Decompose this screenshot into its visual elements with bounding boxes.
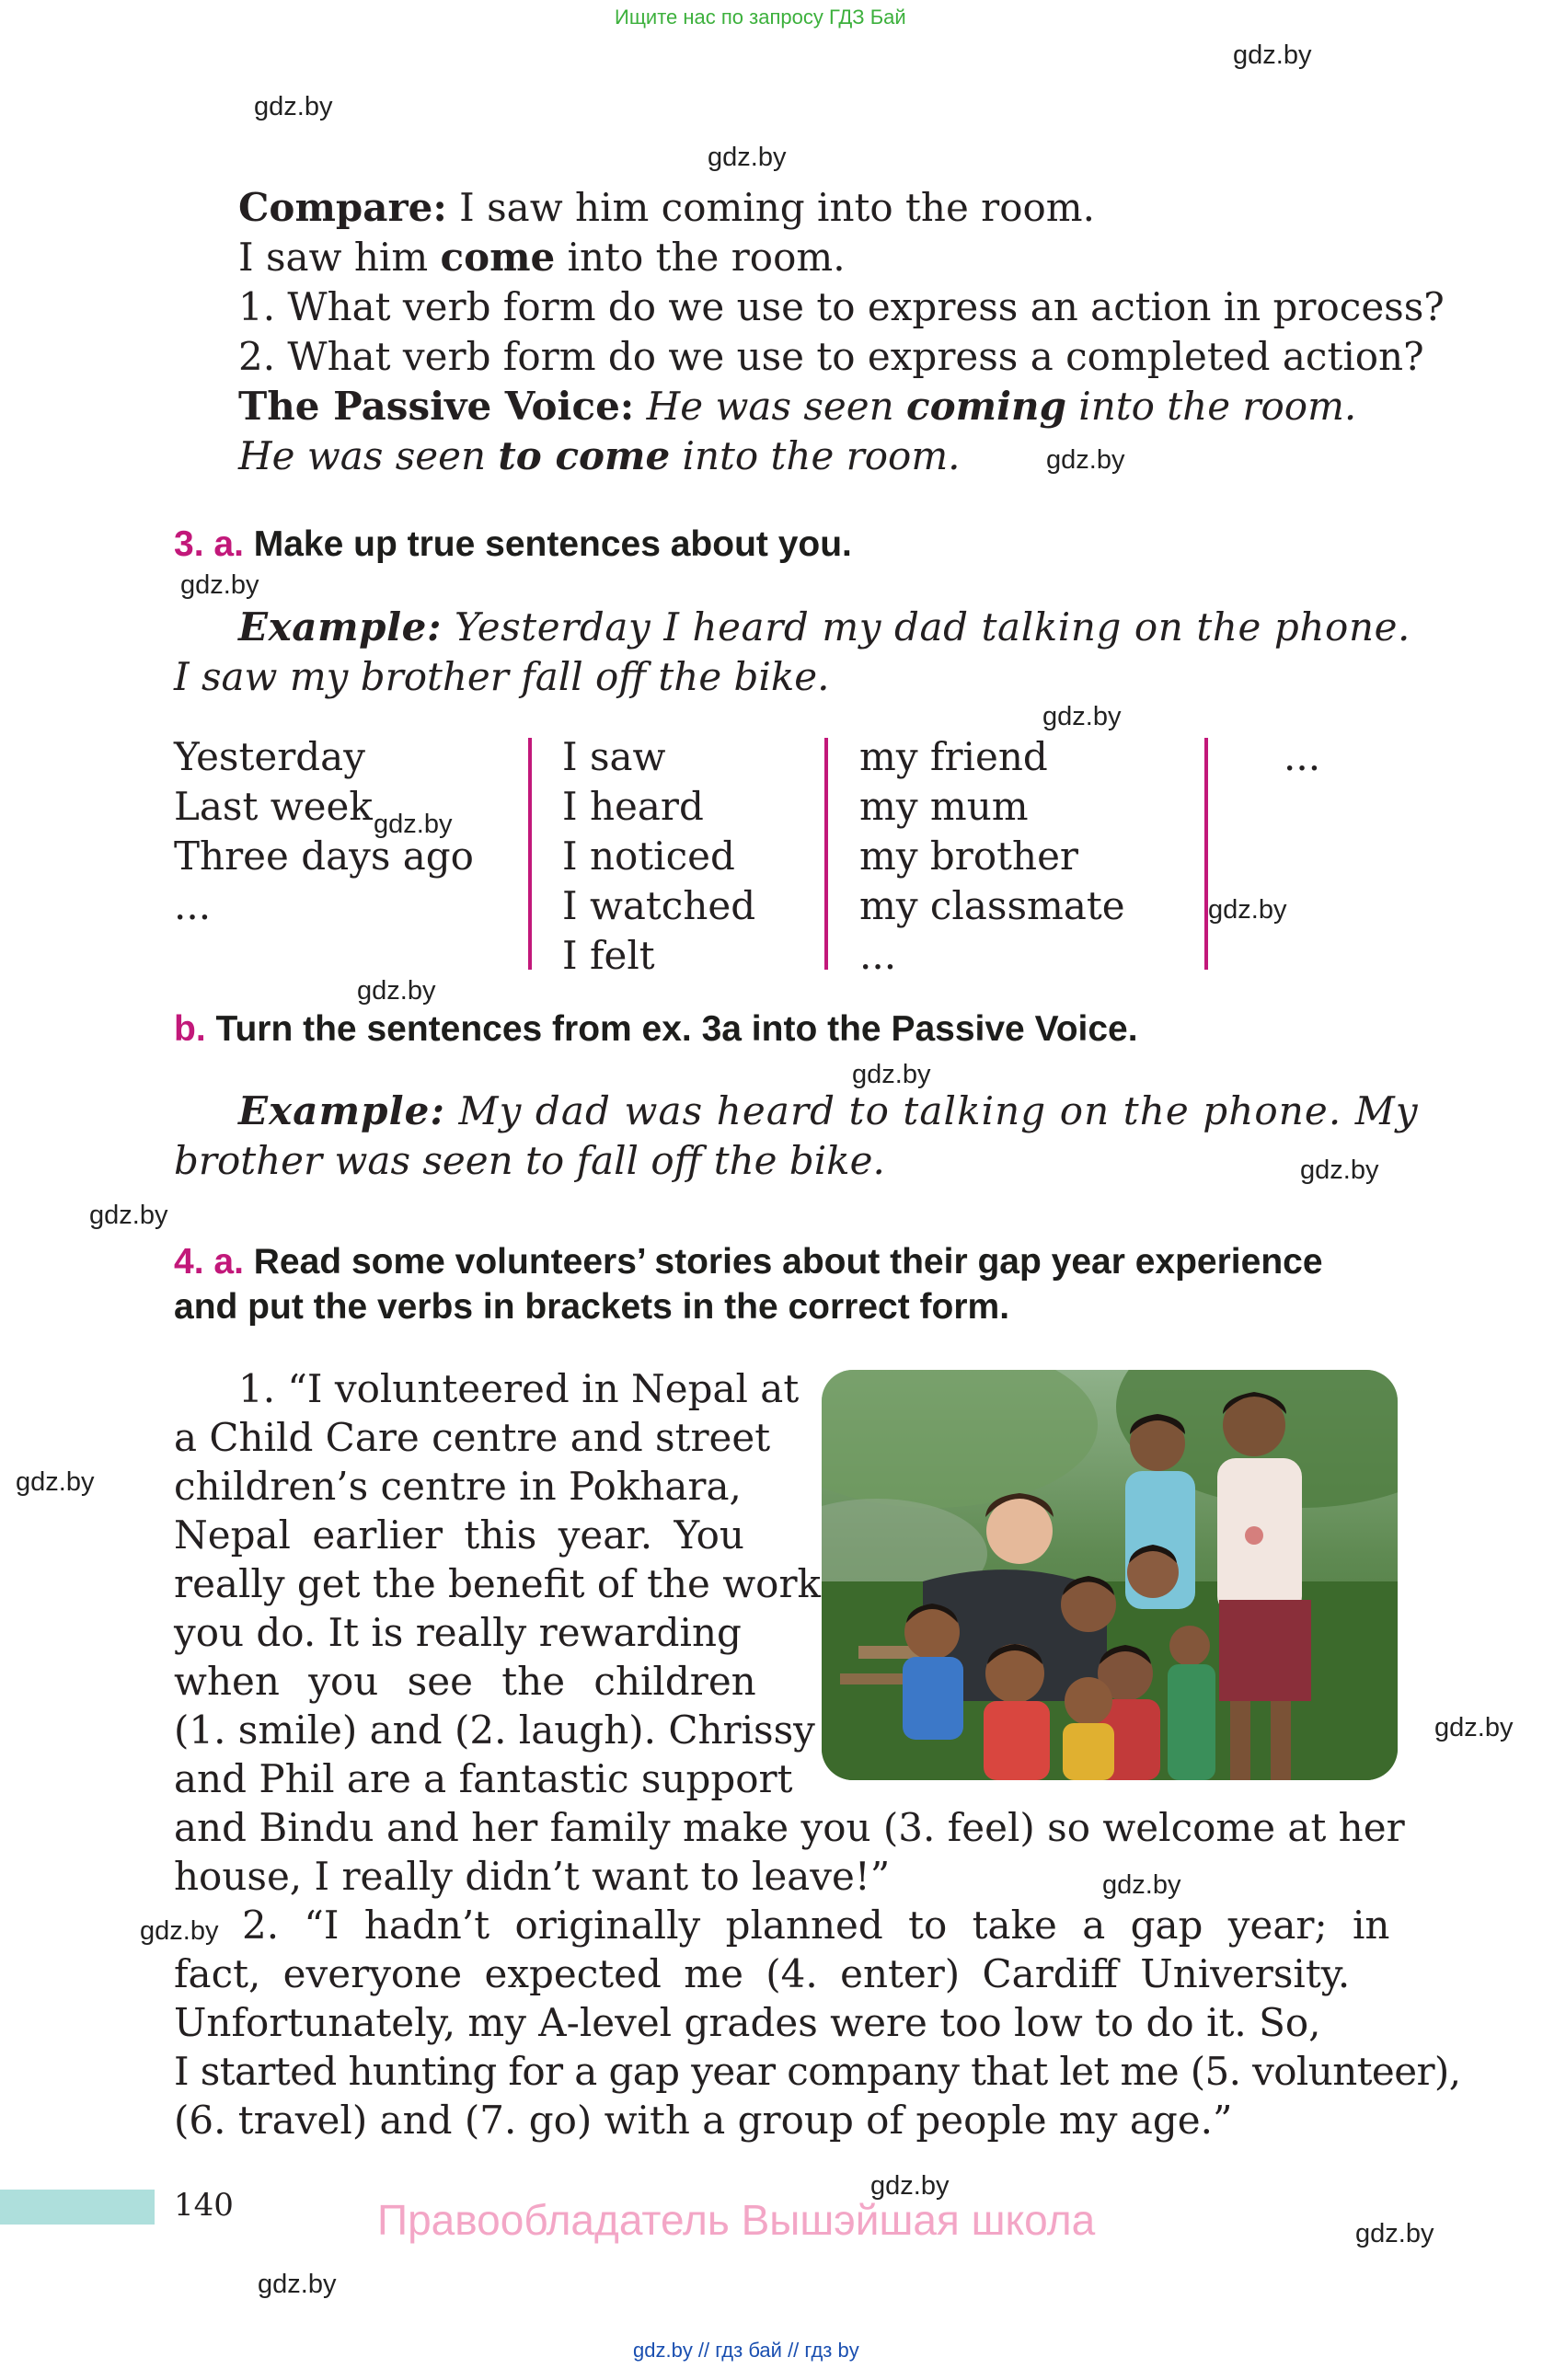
watermark: gdz.by (254, 92, 333, 121)
exercise-3a-example: Example: Yesterday I heard my dad talking on the phone. (238, 604, 1411, 650)
table-col-3-row-2: my mum (859, 784, 1029, 829)
table-col-3-row-3: my brother (859, 834, 1079, 879)
watermark: gdz.by (16, 1467, 95, 1497)
story-1-line: and Phil are a fantastic support (174, 1756, 793, 1801)
exercise-4a-heading-line-2: and put the verbs in brackets in the correct form. (174, 1287, 1010, 1327)
story-1-line: (1. smile) and (2. laugh). Chrissy (174, 1707, 815, 1753)
story-2-line: fact, everyone expected me (4. enter) Cardiff University. (174, 1951, 1351, 1996)
story-1-line: children’s centre in Pokhara, (174, 1464, 742, 1509)
table-col-4-row-1: ... (1284, 734, 1321, 779)
exercise-instruction: Turn the sentences from ex. 3a into the Passive Voice. (215, 1009, 1138, 1049)
table-col-2-row-2: I heard (562, 784, 704, 829)
table-col-3-row-5: ... (859, 933, 897, 978)
story-2-line: 2. “I hadn’t originally planned to take a gap year; in (242, 1903, 1390, 1948)
table-col-1-row-3: Three days ago (174, 834, 474, 879)
watermark: gdz.by (1233, 40, 1312, 70)
watermark: gdz.by (1042, 702, 1122, 731)
rights-holder: Правообладатель Вышэйшая школа (377, 2196, 1096, 2244)
table-col-2-row-5: I felt (562, 933, 655, 978)
table-col-3-row-4: my classmate (859, 883, 1125, 928)
watermark: gdz.by (1046, 445, 1125, 475)
watermark: gdz.by (1434, 1713, 1514, 1742)
table-col-2-row-1: I saw (562, 734, 666, 779)
watermark: gdz.by (258, 2270, 337, 2299)
watermark: gdz.by (1355, 2219, 1434, 2248)
exercise-letter: a. (213, 524, 244, 564)
volunteer-photo-image (822, 1370, 1398, 1780)
watermark: gdz.by (180, 570, 259, 600)
watermark: gdz.by (140, 1916, 219, 1946)
top-banner: Ищите нас по запросу ГДЗ Бай (615, 6, 906, 29)
compare-question-1: 1. What verb form do we use to express an action in process? (238, 284, 1445, 329)
table-col-3-row-1: my friend (859, 734, 1048, 779)
watermark: gdz.by (1102, 1870, 1181, 1900)
footer-links: gdz.by // гдз бай // гдз by (633, 2339, 859, 2362)
exercise-number: 4. (174, 1242, 204, 1282)
watermark: gdz.by (1300, 1156, 1379, 1185)
exercise-3b-example: Example: My dad was heard to talking on the phone. My (238, 1088, 1419, 1133)
compare-line-2: I saw him come into the room. (238, 235, 846, 280)
table-col-1-row-1: Yesterday (174, 734, 365, 779)
exercise-3a-heading (174, 524, 852, 565)
compare-line-1: Compare: I saw him coming into the room. (238, 185, 1095, 230)
passive-voice-line: The Passive Voice: He was seen coming into the room. (238, 384, 1357, 429)
compare-question-2: 2. What verb form do we use to express a completed action? (238, 334, 1424, 379)
table-col-2-row-3: I noticed (562, 834, 735, 879)
exercise-number: 3. (174, 524, 204, 564)
story-1-line: when you see the children (174, 1659, 756, 1704)
compare-label: Compare: (238, 185, 447, 230)
exercise-3b-heading (174, 1009, 1138, 1050)
table-divider (1204, 738, 1208, 970)
watermark: gdz.by (852, 1060, 931, 1089)
story-1-line: Nepal earlier this year. You (174, 1512, 744, 1558)
watermark: gdz.by (374, 810, 453, 839)
story-1-line: a Child Care centre and street (174, 1415, 771, 1460)
exercise-letter: a. (213, 1242, 244, 1282)
exercise-3b-example-line-2: brother was seen to fall off the bike. (174, 1138, 885, 1183)
story-1-line: house, I really didn’t want to leave!” (174, 1854, 891, 1899)
story-1-line: really get the benefit of the work (174, 1561, 821, 1606)
passive-voice-line-2: He was seen to come into the room. (238, 433, 961, 478)
exercise-instruction: Make up true sentences about you. (253, 524, 852, 564)
watermark: gdz.by (1208, 895, 1287, 925)
story-1-line: you do. It is really rewarding (174, 1610, 742, 1655)
table-divider (528, 738, 532, 970)
exercise-letter: b. (174, 1009, 206, 1049)
exercise-instruction: Read some volunteers’ stories about their gap year experience (253, 1242, 1323, 1282)
watermark: gdz.by (708, 143, 787, 172)
exercise-3a-example-line-2: I saw my brother fall off the bike. (174, 654, 830, 699)
exercise-4a-heading (174, 1242, 1323, 1282)
story-2-line: Unfortunately, my A-level grades were too low to do it. So, (174, 2000, 1321, 2045)
watermark: gdz.by (357, 976, 436, 1006)
story-1-line: 1. “I volunteered in Nepal at (238, 1366, 800, 1411)
table-col-2-row-4: I watched (562, 883, 756, 928)
watermark: gdz.by (89, 1201, 168, 1230)
story-2-line: (6. travel) and (7. go) with a group of people my age.” (174, 2098, 1233, 2143)
page-number: 140 (174, 2187, 234, 2224)
table-divider (824, 738, 828, 970)
page-number-bar (0, 2190, 155, 2225)
story-2-line: I started hunting for a gap year company that let me (5. volunteer), (174, 2049, 1461, 2094)
table-col-1-row-2: Last week (174, 784, 373, 829)
watermark: gdz.by (870, 2171, 950, 2201)
story-1-line: and Bindu and her family make you (3. feel) so welcome at her (174, 1805, 1405, 1850)
table-col-1-row-4: ... (174, 883, 212, 928)
volunteer-photo (822, 1370, 1398, 1780)
